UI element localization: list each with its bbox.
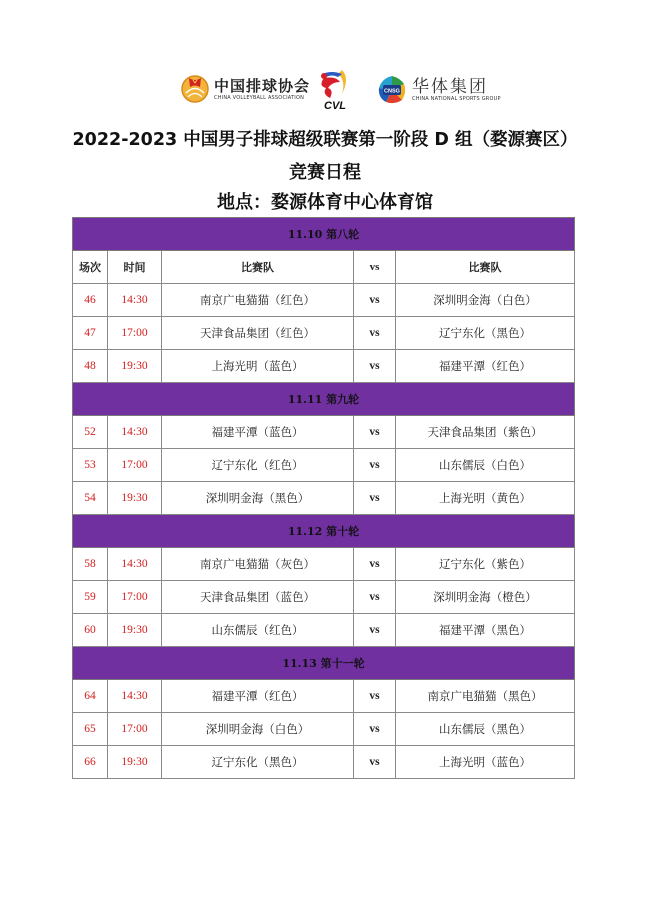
home-team: 福建平潭（红色） [162,680,354,713]
away-team: 山东儒辰（白色） [396,449,575,482]
column-header-row [73,251,575,284]
vs-label: vs [354,449,396,482]
cva-logo [180,74,310,104]
table-row [73,614,575,647]
home-team: 深圳明金海（黑色） [162,482,354,515]
match-number: 59 [73,581,108,614]
match-time: 17:00 [108,581,162,614]
home-team: 辽宁东化（红色） [162,449,354,482]
round-label: 11.12 第十轮 [73,515,575,548]
table-row [73,548,575,581]
round-header [73,383,575,416]
vs-label: vs [354,350,396,383]
round-header [73,647,575,680]
away-team: 山东儒辰（黑色） [396,713,575,746]
table-row [73,746,575,779]
vs-label: vs [354,713,396,746]
vs-label: vs [354,548,396,581]
page-subtitle: 竞赛日程 [289,162,361,183]
match-number: 48 [73,350,108,383]
venue-label: 地点：婺源体育中心体育馆 [217,192,433,213]
match-number: 47 [73,317,108,350]
away-team: 辽宁东化（黑色） [396,317,575,350]
cva-name-cn: 中国排球协会 [214,76,311,95]
match-time: 19:30 [108,350,162,383]
match-number: 58 [73,548,108,581]
vs-label: vs [354,581,396,614]
table-row [73,284,575,317]
match-time: 14:30 [108,680,162,713]
col-header-time: 时间 [108,251,162,284]
cva-name-en: CHINA VOLLEYBALL ASSOCIATION [214,94,305,101]
table-row [73,581,575,614]
away-team: 深圳明金海（橙色） [396,581,575,614]
round-header [73,515,575,548]
svg-text:CNSG: CNSG [384,88,400,95]
table-row [73,350,575,383]
vs-label: vs [354,284,396,317]
home-team: 天津食品集团（红色） [162,317,354,350]
match-time: 19:30 [108,614,162,647]
vs-label: vs [354,482,396,515]
col-header-match-no: 场次 [73,251,108,284]
match-number: 66 [73,746,108,779]
cnsg-name-cn: 华体集团 [412,76,488,97]
match-number: 46 [73,284,108,317]
home-team: 上海光明（蓝色） [162,350,354,383]
table-row [73,416,575,449]
table-row [73,317,575,350]
match-number: 52 [73,416,108,449]
cnsg-name-en: CHINA NATIONAL SPORTS GROUP [412,95,501,102]
home-team: 天津食品集团（蓝色） [162,581,354,614]
match-number: 64 [73,680,108,713]
match-time: 17:00 [108,713,162,746]
vs-label: vs [354,680,396,713]
vs-label: vs [354,317,396,350]
match-time: 17:00 [108,317,162,350]
away-team: 辽宁东化（紫色） [396,548,575,581]
home-team: 辽宁东化（黑色） [162,746,354,779]
home-team: 福建平潭（蓝色） [162,416,354,449]
away-team: 南京广电猫猫（黑色） [396,680,575,713]
match-number: 53 [73,449,108,482]
away-team: 上海光明（黄色） [396,482,575,515]
match-number: 65 [73,713,108,746]
logo-bar [0,68,650,116]
table-row [73,713,575,746]
match-time: 14:30 [108,416,162,449]
cnsg-emblem-icon [376,74,408,106]
home-team: 深圳明金海（白色） [162,713,354,746]
away-team: 深圳明金海（白色） [396,284,575,317]
round-header [73,218,575,251]
away-team: 天津食品集团（紫色） [396,416,575,449]
home-team: 南京广电猫猫（灰色） [162,548,354,581]
cnsg-logo [376,74,501,106]
vs-label: vs [354,416,396,449]
table-row [73,680,575,713]
cvl-wordmark: CVL [324,100,346,112]
col-header-home-team: 比赛队 [162,251,354,284]
round-label: 11.13 第十一轮 [73,647,575,680]
away-team: 福建平潭（红色） [396,350,575,383]
col-header-away-team: 比赛队 [396,251,575,284]
vs-label: vs [354,746,396,779]
match-time: 19:30 [108,746,162,779]
match-time: 19:30 [108,482,162,515]
round-label: 11.11 第九轮 [73,383,575,416]
volleyball-emblem-icon [180,74,210,104]
schedule-table [72,217,575,779]
cvl-athlete-icon [312,68,352,102]
match-time: 17:00 [108,449,162,482]
away-team: 上海光明（蓝色） [396,746,575,779]
home-team: 山东儒辰（红色） [162,614,354,647]
home-team: 南京广电猫猫（红色） [162,284,354,317]
round-label: 11.10 第八轮 [73,218,575,251]
match-time: 14:30 [108,548,162,581]
match-number: 60 [73,614,108,647]
match-time: 14:30 [108,284,162,317]
page-title: 2022-2023 中国男子排球超级联赛第一阶段 D 组（婺源赛区） [72,130,578,150]
table-row [73,449,575,482]
away-team: 福建平潭（黑色） [396,614,575,647]
match-number: 54 [73,482,108,515]
table-row [73,482,575,515]
col-header-vs: vs [354,251,396,284]
vs-label: vs [354,614,396,647]
cvl-logo [312,68,352,112]
